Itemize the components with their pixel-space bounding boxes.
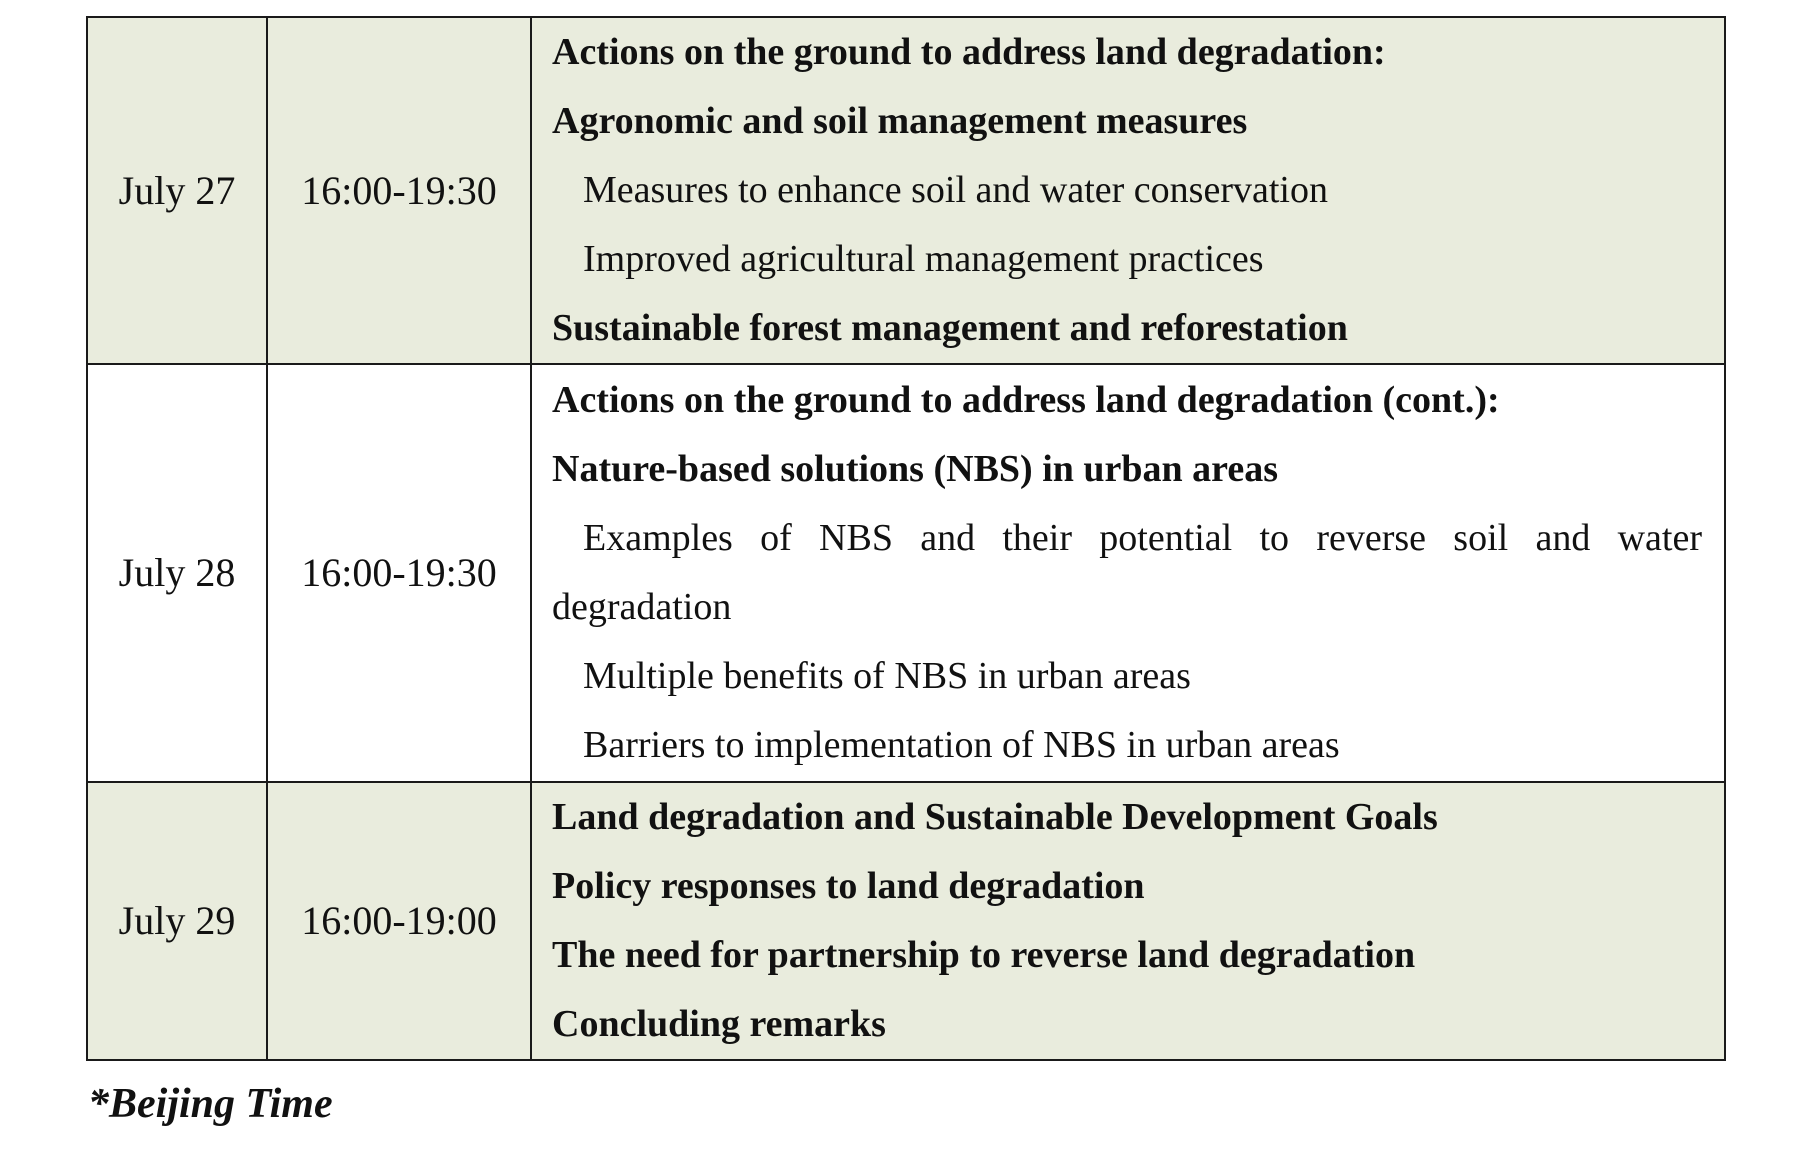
topic-subitem: Measures to enhance soil and water conservation (583, 169, 1328, 211)
schedule-row-july-28 (87, 364, 1725, 782)
topic-heading: Sustainable forest management and reforestation (552, 307, 1348, 349)
topic-heading: The need for partnership to reverse land degradation (552, 934, 1416, 976)
topics-cell (531, 17, 1725, 364)
topics-cell (531, 782, 1725, 1060)
schedule-row-july-29 (87, 782, 1725, 1060)
schedule-table (86, 16, 1726, 1061)
topic-heading: Agronomic and soil management measures (552, 100, 1248, 142)
topic-subitem: Improved agricultural management practices (583, 238, 1264, 280)
topic-heading: Policy responses to land degradation (552, 865, 1145, 907)
date-cell: July 29 (87, 782, 267, 1060)
time-cell: 16:00-19:00 (267, 782, 531, 1060)
topics-cell (531, 364, 1725, 782)
time-cell: 16:00-19:30 (267, 17, 531, 364)
topic-subitem: Barriers to implementation of NBS in urban areas (583, 724, 1340, 766)
topic-heading: Concluding remarks (552, 1003, 886, 1045)
topic-heading: Land degradation and Sustainable Development Goals (552, 796, 1438, 838)
topic-heading: Actions on the ground to address land degradation: (552, 31, 1386, 73)
topic-subitem: Multiple benefits of NBS in urban areas (583, 655, 1191, 697)
footnote: *Beijing Time (88, 1081, 333, 1127)
topic-heading: Nature-based solutions (NBS) in urban areas (552, 448, 1278, 490)
time-cell: 16:00-19:30 (267, 364, 531, 782)
date-cell: July 28 (87, 364, 267, 782)
date-cell: July 27 (87, 17, 267, 364)
topic-heading: Actions on the ground to address land degradation (cont.): (552, 379, 1500, 421)
schedule-row-july-27 (87, 17, 1725, 364)
topic-subitem: Examples of NBS and their potential to reverse soil and water degradation (552, 517, 1702, 628)
